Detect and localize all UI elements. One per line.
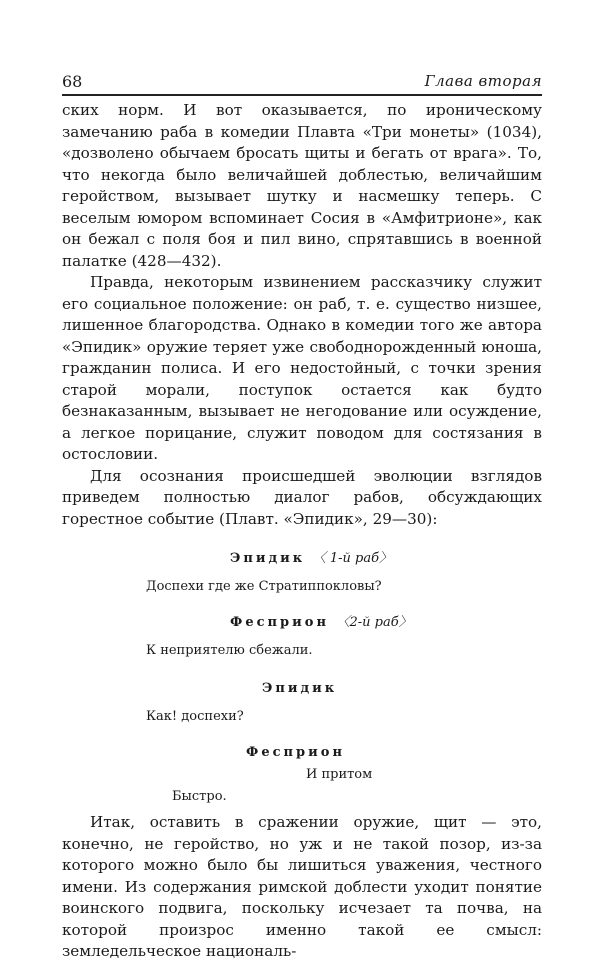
speaker-note: 〈 1-й раб〉 bbox=[312, 551, 393, 566]
speaker-thesprio-2: Фесприон bbox=[246, 745, 345, 760]
chapter-title: Глава вторая bbox=[424, 72, 542, 90]
speaker-note: 〈2-й раб〉 bbox=[336, 615, 412, 630]
page-header bbox=[62, 70, 542, 94]
dialogue-line-3: Как! доспехи? bbox=[146, 709, 244, 724]
speaker-epidicus-1 bbox=[230, 548, 392, 570]
page-body bbox=[62, 100, 542, 963]
paragraph-2: Правда, некоторым извинением рассказчику служит его социальное положение: он раб, т. е. существо низшее, лишенное благородства. Однако в комедии того же автора «Эпидик» оружие теряет уже свободнорожденный юноша, гражданин полиса. И его недостойный, с точки зрения старой морали, поступок остается как будто безнаказанным, вызывает не негодование или осуждение, а легкое порицание, служит поводом для состязания в остословии. bbox=[62, 273, 542, 463]
paragraph-4: Итак, оставить в сражении оружие, щит — это, конечно, не геройство, но уж и не такой позор, из-за которого можно было бы лишиться уважения, честного имени. Из содержания римской доблести уходит понятие воинского подвига, поскольку исчезает та почва, на которой произрос именно такой ее смысл: земледельческое националь- bbox=[62, 813, 542, 960]
header-rule bbox=[62, 94, 542, 96]
dialogue-line-1: Доспехи где же Стратиппокловы? bbox=[146, 579, 382, 594]
paragraph-1: ских норм. И вот оказывается, по ироническому замечанию раба в комедии Плавта «Три монеты» (1034), «дозволено обычаем бросать щиты и бегать от врага». То, что некогда было величайшей доблестью, величайшим геройством, вызывает шутку и насмешку теперь. С веселым юмором вспоминает Сосия в «Амфитрионе», как он бежал с поля боя и пил вино, спрятавшись в военной палатке (428—432). bbox=[62, 101, 542, 270]
page-number: 68 bbox=[62, 72, 83, 91]
dialogue-block bbox=[62, 546, 542, 802]
speaker-name: Фесприон bbox=[230, 615, 329, 630]
paragraph-3: Для осознания происшедшей эволюции взглядов приведем полностью диалог рабов, обсуждающих горестное событие (Плавт. «Эпидик», 29—30): bbox=[62, 466, 542, 528]
dialogue-line-4a: И притом bbox=[306, 767, 373, 782]
speaker-epidicus-2: Эпидик bbox=[262, 681, 338, 696]
speaker-thesprio-1 bbox=[230, 612, 412, 634]
dialogue-line-2: К неприятелю сбежали. bbox=[146, 643, 313, 658]
dialogue-line-4b: Быстро. bbox=[172, 789, 227, 804]
speaker-name: Эпидик bbox=[230, 551, 306, 566]
